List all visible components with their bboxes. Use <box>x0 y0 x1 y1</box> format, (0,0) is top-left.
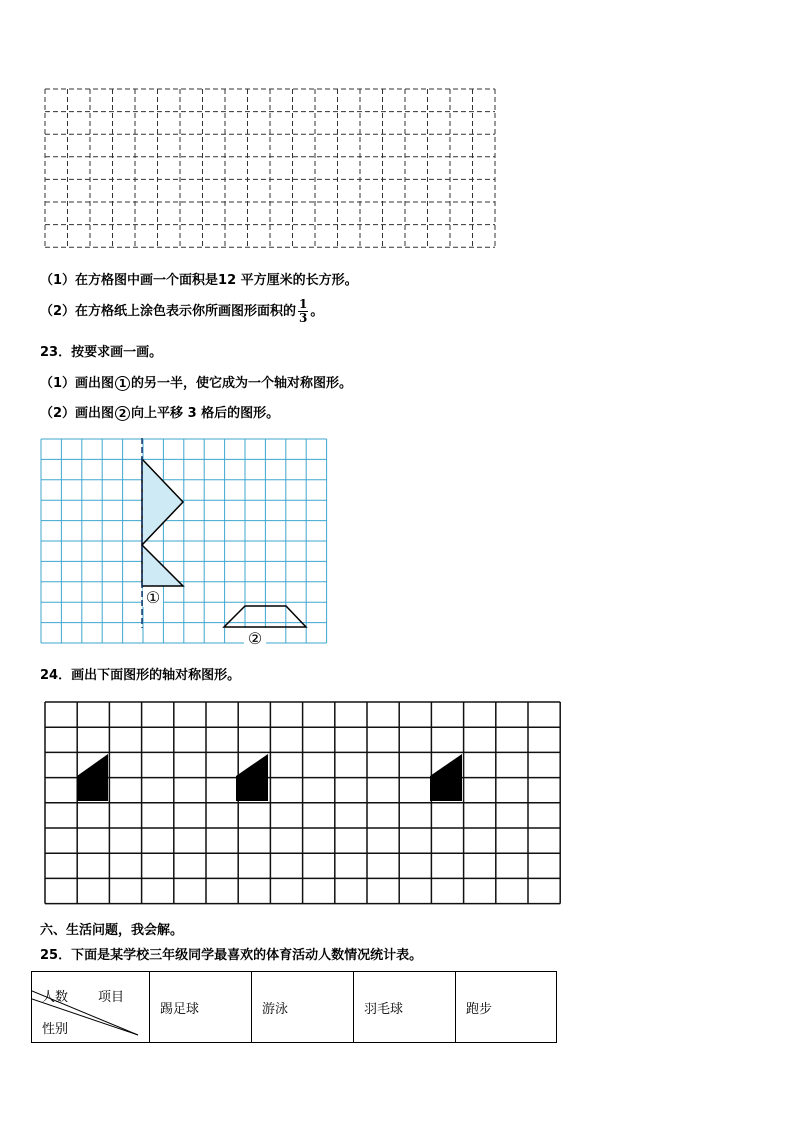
corner-renshu: 人数 <box>42 990 69 1005</box>
fraction-one-third <box>298 298 308 325</box>
q22-item1: （1）在方格图中画一个面积是12 平方厘米的长方形。 <box>40 273 358 288</box>
corner-xingbie: 性别 <box>42 1022 69 1037</box>
header-cell: 跑步 <box>456 972 557 1043</box>
q23-title: 23．按要求画一画。 <box>40 345 163 360</box>
table-corner-cell <box>32 972 150 1043</box>
shape-3 <box>430 754 462 801</box>
fraction-denominator: 3 <box>299 311 308 325</box>
q25-title: 25．下面是某学校三年级同学最喜欢的体育活动人数情况统计表。 <box>40 948 423 963</box>
shape-2 <box>236 754 268 801</box>
fraction-numerator: 1 <box>299 297 308 311</box>
q23-item2-pre: （2）画出图 <box>40 406 115 421</box>
dashed-grid <box>40 85 500 250</box>
header-cell: 踢足球 <box>150 972 252 1043</box>
q22-item2-text: （2）在方格纸上涂色表示你所画图形面积的 <box>40 304 297 319</box>
circled-number-1: 1 <box>115 376 130 391</box>
q23-item1-post: 的另一半，使它成为一个轴对称图形。 <box>131 376 353 391</box>
figure-1-label: ① <box>145 588 161 607</box>
circled-number-2: 2 <box>115 406 130 421</box>
stat-table <box>31 971 557 1043</box>
q23-blue-grid <box>40 438 330 650</box>
q22-item2-end: 。 <box>310 304 324 319</box>
q23-item1 <box>40 375 352 393</box>
shape-1 <box>77 754 108 801</box>
header-cell: 羽毛球 <box>354 972 456 1043</box>
q24-title: 24．画出下面图形的轴对称图形。 <box>40 668 241 683</box>
figure-1-half-shape <box>142 459 183 586</box>
header-cell: 游泳 <box>252 972 354 1043</box>
q22-item2 <box>40 298 323 325</box>
q23-item2 <box>40 405 279 423</box>
q24-black-grid <box>44 700 566 910</box>
q23-item2-post: 向上平移 3 格后的图形。 <box>131 406 280 421</box>
q23-item1-pre: （1）画出图 <box>40 376 115 391</box>
table-header-row <box>32 972 557 1043</box>
section-6-title: 六、生活问题，我会解。 <box>40 923 184 938</box>
figure-2-label: ② <box>247 629 263 648</box>
corner-xiangmu: 项目 <box>98 990 125 1005</box>
